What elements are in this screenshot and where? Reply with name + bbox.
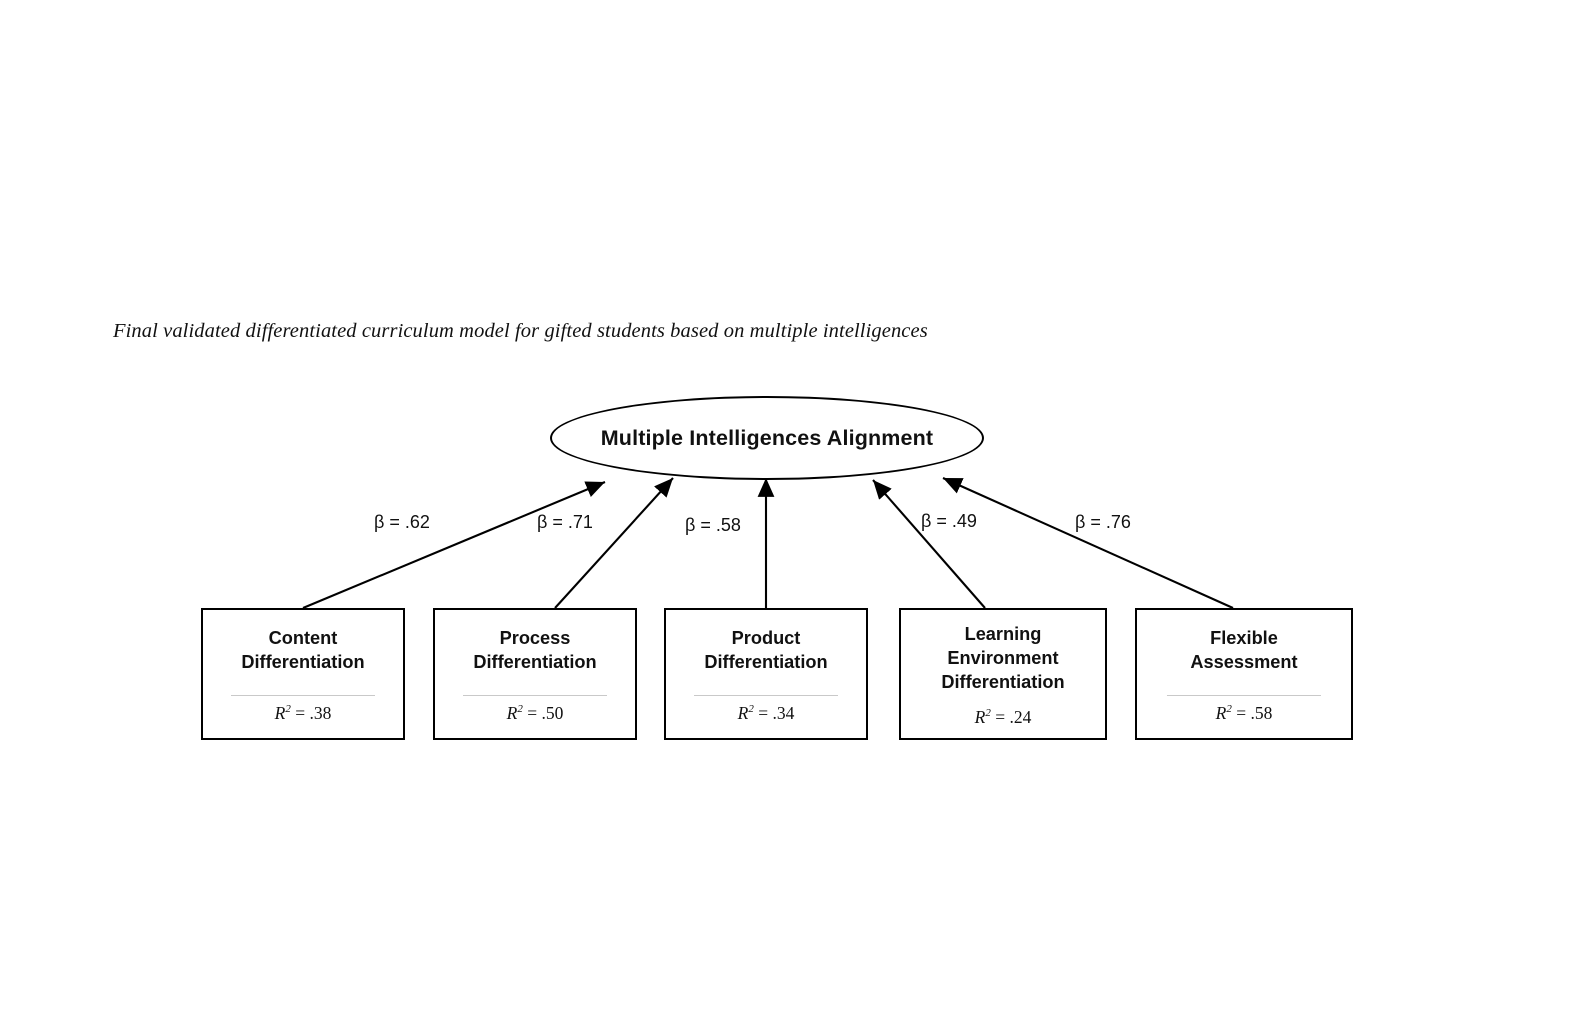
indicator-r2: $R^2 = .34$ bbox=[737, 703, 795, 723]
beta-label-content: β = .62 bbox=[374, 512, 430, 532]
indicator-box-flexible-assessment bbox=[1135, 608, 1353, 740]
beta-label-learning-environment: β = .49 bbox=[921, 511, 977, 531]
beta-label-flexible-assessment: β = .76 bbox=[1075, 512, 1131, 532]
indicator-box-learning-environment-differentiation bbox=[899, 608, 1107, 740]
indicator-title: Learning Environment Differentiation bbox=[941, 624, 1065, 693]
indicator-title: Product Differentiation bbox=[704, 628, 828, 673]
indicator-box-process-differentiation bbox=[433, 608, 637, 740]
indicator-divider bbox=[694, 695, 838, 696]
latent-node-multiple-intelligences-alignment bbox=[550, 396, 984, 480]
edge-flexible-assessment-to-latent bbox=[943, 478, 1233, 608]
latent-node-label: Multiple Intelligences Alignment bbox=[600, 425, 934, 450]
indicator-title: Flexible Assessment bbox=[1190, 628, 1298, 673]
edge-learning-environment-to-latent bbox=[873, 480, 985, 608]
beta-label-product: β = .58 bbox=[685, 515, 741, 535]
indicator-divider bbox=[1167, 695, 1321, 696]
beta-label-process: β = .71 bbox=[537, 512, 593, 532]
edge-process-to-latent bbox=[555, 478, 673, 608]
indicator-divider bbox=[231, 695, 375, 696]
indicator-title: Content Differentiation bbox=[241, 628, 365, 673]
indicator-r2: $R^2 = .38$ bbox=[274, 703, 332, 723]
indicator-r2: $R^2 = .50$ bbox=[506, 703, 564, 723]
indicator-r2: $R^2 = .24$ bbox=[974, 707, 1032, 727]
indicator-divider bbox=[463, 695, 607, 696]
figure-caption: Final validated differentiated curriculum model for gifted students based on multiple intelligences bbox=[113, 320, 928, 342]
indicator-box-product-differentiation bbox=[664, 608, 868, 740]
indicator-title: Process Differentiation bbox=[473, 628, 597, 673]
indicator-box-content-differentiation bbox=[201, 608, 405, 740]
indicator-r2: $R^2 = .58$ bbox=[1215, 703, 1273, 723]
edge-content-to-latent bbox=[303, 482, 605, 608]
path-diagram bbox=[113, 378, 1453, 770]
